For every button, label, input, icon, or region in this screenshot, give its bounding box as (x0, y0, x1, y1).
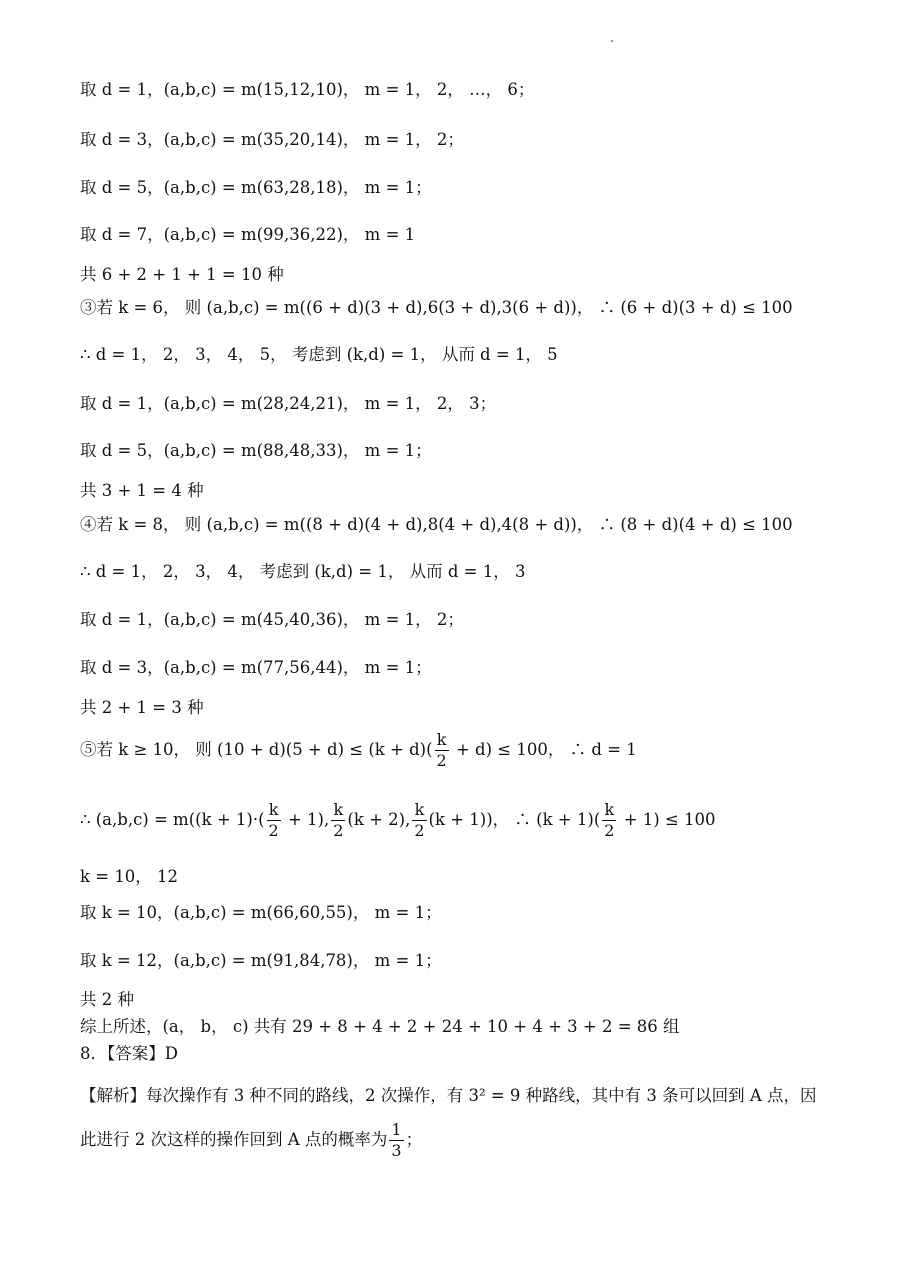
fraction-k-over-2: $\frac{k}{2}$ (414, 800, 425, 840)
case-k-ge-10-pre: ⑤若 k ≥ 10， 则 (10 + d)(5 + d) ≤ (k + d)( (80, 740, 433, 759)
scan-speck (611, 40, 613, 42)
fraction-k-over-2: $\frac{k}{2}$ (333, 800, 344, 840)
line-d7-k4: 取 d = 7，(a,b,c) = m(99,36,22)， m = 1 (80, 225, 416, 244)
line-k10: 取 k = 10，(a,b,c) = m(66,60,55)， m = 1； (80, 903, 442, 922)
fraction-k-over-2: $\frac{k}{2}$ (436, 730, 447, 770)
summary-line: 综上所述，(a， b， c) 共有 29 + 8 + 4 + 2 + 24 + 10 + 4 + 3 + 2 = 86 组 (80, 1017, 680, 1036)
line-d3-k8: 取 d = 3，(a,b,c) = m(77,56,44)， m = 1； (80, 658, 432, 677)
case-k-ge-10 (80, 730, 637, 771)
k6-d-values: ∴ d = 1， 2， 3， 4， 5， 考虑到 (k,d) = 1， 从而 d = 1， 5 (80, 345, 558, 364)
total-k6: 共 3 + 1 = 4 种 (80, 481, 204, 500)
k8-d-values: ∴ d = 1， 2， 3， 4， 考虑到 (k,d) = 1， 从而 d = 1， 3 (80, 562, 526, 581)
case-k8: ④若 k = 8， 则 (a,b,c) = m((8 + d)(4 + d),8(4 + d),4(8 + d))， ∴ (8 + d)(4 + d) ≤ 100 (80, 515, 793, 534)
fraction-one-third: $\frac{1}{3}$ (391, 1120, 402, 1160)
line-d3-k4: 取 d = 3，(a,b,c) = m(35,20,14)， m = 1， 2； (80, 130, 464, 149)
analysis-text: 【解析】每次操作有 3 种不同的路线，2 次操作，有 3² = 9 种路线，其中有 3 条可以回到 A 点，因此进行 2 次这样的操作回到 A 点的概率为 (80, 1086, 817, 1149)
fraction-k-over-2: $\frac{k}{2}$ (604, 800, 615, 840)
line-d5-k6: 取 d = 5，(a,b,c) = m(88,48,33)， m = 1； (80, 441, 432, 460)
answer-8: 8．【答案】D (80, 1044, 178, 1063)
case-k6: ③若 k = 6， 则 (a,b,c) = m((6 + d)(3 + d),6(3 + d),3(6 + d))， ∴ (6 + d)(3 + d) ≤ 100 (80, 298, 793, 317)
k-values: k = 10， 12 (80, 867, 179, 886)
line-d1-k4: 取 d = 1，(a,b,c) = m(15,12,10)， m = 1， 2， …， 6； (80, 80, 535, 99)
total-k-ge-10: 共 2 种 (80, 990, 134, 1009)
general-solution: ∴ (a,b,c) = m((k + 1)·( $\frac{k}{2}$ + 1), $\frac{k}{2}$ (k + 2), $\frac{k}{2}$ (k + 1))， ∴ (k + 1)( $\frac{k}{2}$ + 1) ≤ 100 (80, 800, 716, 840)
case-k-ge-10-post: + d) ≤ 100， ∴ d = 1 (450, 740, 637, 759)
line-d1-k8: 取 d = 1，(a,b,c) = m(45,40,36)， m = 1， 2； (80, 610, 464, 629)
line-d1-k6: 取 d = 1，(a,b,c) = m(28,24,21)， m = 1， 2， 3； (80, 394, 497, 413)
line-d5-k4: 取 d = 5，(a,b,c) = m(63,28,18)， m = 1； (80, 178, 432, 197)
analysis-paragraph: 【解析】每次操作有 3 种不同的路线，2 次操作，有 3² = 9 种路线，其中有 3 条可以回到 A 点，因此进行 2 次这样的操作回到 A 点的概率为 $\frac{1}{3}$ ； (80, 1086, 817, 1160)
total-k8: 共 2 + 1 = 3 种 (80, 698, 204, 717)
total-k4: 共 6 + 2 + 1 + 1 = 10 种 (80, 265, 284, 284)
line-k12: 取 k = 12，(a,b,c) = m(91,84,78)， m = 1； (80, 951, 442, 970)
fraction-k-over-2: $\frac{k}{2}$ (268, 800, 279, 840)
